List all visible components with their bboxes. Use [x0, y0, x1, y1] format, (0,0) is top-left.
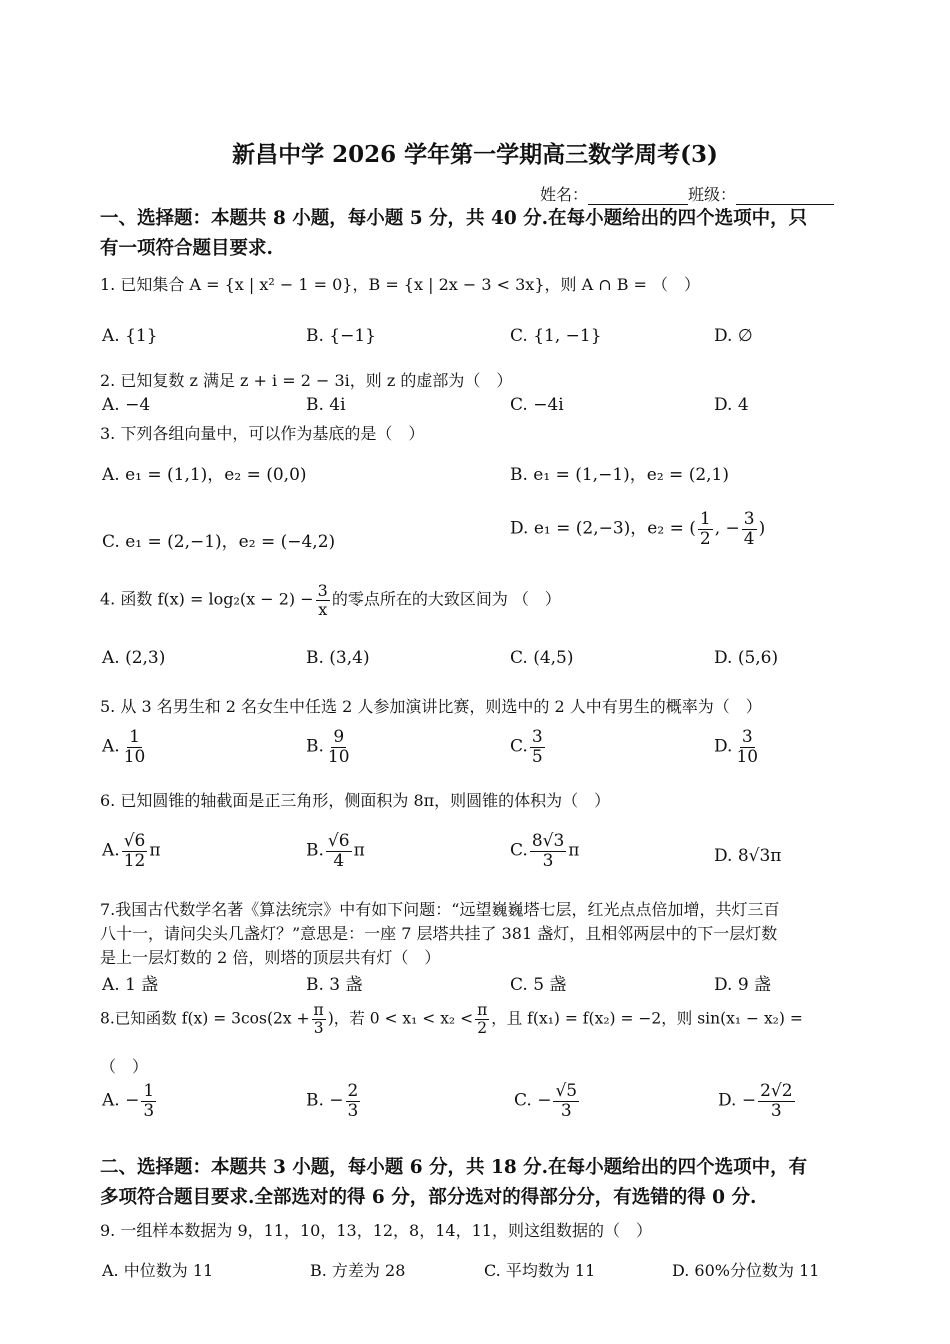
section-2-line-2: 多项符合题目要求.全部选对的得 6 分，部分选对的得部分分，有选错的得 0 分.: [100, 1187, 757, 1208]
section-1-line-1: 一、选择题：本题共 8 小题，每小题 5 分，共 40 分.在每小题给出的四个选项中，只: [100, 208, 808, 229]
q4-fraction: $\frac{3}{x}$: [317, 581, 328, 619]
q8-option-b: B. − $\frac{2}{3}$: [306, 1081, 359, 1121]
q8-option-a: A. − $\frac{1}{3}$: [102, 1081, 155, 1121]
q5-option-b: B. $\frac{9}{10}$: [306, 727, 350, 767]
question-3-stem: 3. 下列各组向量中，可以作为基底的是（ ）: [100, 424, 425, 443]
question-8-stem: 8.已知函数 f(x) = 3cos(2x + $\frac{\pi}{3}$ )，若 0 < x₁ < x₂ < $\frac{\pi}{2}$ ，且 f(x₁) = f(x₂) = −2，则 sin(x₁ − x₂) =: [100, 1001, 803, 1038]
section-1-heading: [100, 204, 807, 264]
q5-option-a: A. $\frac{1}{10}$: [102, 727, 146, 767]
question-9-stem: 9. 一组样本数据为 9，11，10，13，12，8，14，11，则这组数据的（ ）: [100, 1221, 652, 1240]
q5-option-d: D. $\frac{3}{10}$: [714, 727, 759, 767]
q1-option-a: A. {1}: [102, 326, 158, 346]
q9-option-a: A. 中位数为 11: [102, 1261, 214, 1280]
question-6-stem: 6. 已知圆锥的轴截面是正三角形，侧面积为 8π，则圆锥的体积为（ ）: [100, 791, 611, 810]
q2-option-a: A. −4: [102, 395, 151, 415]
q9-option-c: C. 平均数为 11: [484, 1261, 596, 1280]
q3-option-a: A. e₁ = (1,1)，e₂ = (0,0): [102, 465, 307, 485]
q6-option-b: B. $\frac{√6}{4}$ π: [306, 831, 365, 871]
q9-option-d: D. 60%分位数为 11: [672, 1261, 820, 1280]
name-blank: [588, 186, 688, 205]
q3-option-c: C. e₁ = (2,−1)，e₂ = (−4,2): [102, 532, 336, 552]
name-class-line: [540, 182, 834, 205]
q6-option-c: C. $\frac{8√3}{3}$ π: [510, 831, 580, 871]
q3-option-b: B. e₁ = (1,−1)，e₂ = (2,1): [510, 465, 729, 485]
class-label: 班级：: [688, 185, 737, 204]
q5-option-c: C. $\frac{3}{5}$: [510, 727, 543, 767]
q6-option-a: A. $\frac{√6}{12}$ π: [102, 831, 161, 871]
q7-option-a: A. 1 盏: [102, 975, 159, 995]
question-2-stem: 2. 已知复数 z 满足 z + i = 2 − 3i，则 z 的虚部为（ ）: [100, 371, 513, 390]
q4-option-d: D. (5,6): [714, 648, 779, 668]
question-7-stem: 7.我国古代数学名著《算法统宗》中有如下问题：“远望巍巍塔七层，红光点点倍加增，共灯三百 八十一，请问尖头几盏灯？”意思是：一座 7 层塔共挂了 381 盏灯，且相邻两层中的下一层灯数 是上一层灯数的 2 倍，则塔的顶层共有灯（ ）: [100, 900, 780, 967]
q4-option-c: C. (4,5): [510, 648, 574, 668]
name-label: 姓名：: [540, 185, 589, 204]
q3-d-fraction-1: $\frac{1}{2}$: [699, 509, 711, 549]
question-4-stem: 4. 函数 f(x) = log₂(x − 2) − $\frac{3}{x}$ 的零点所在的大致区间为 （ ）: [100, 581, 561, 619]
question-1-stem: 1. 已知集合 A = {x | x² − 1 = 0}，B = {x | 2x − 3 < 3x}，则 A ∩ B = （ ）: [100, 275, 701, 294]
section-2-heading: [100, 1153, 807, 1213]
q6-option-d: D. 8√3π: [714, 846, 782, 866]
q2-option-d: D. 4: [714, 395, 749, 415]
q7-option-c: C. 5 盏: [510, 975, 567, 995]
q3-d-fraction-2: $\frac{3}{4}$: [743, 509, 755, 549]
question-5-stem: 5. 从 3 名男生和 2 名女生中任选 2 人参加演讲比赛，则选中的 2 人中有男生的概率为（ ）: [100, 697, 762, 716]
q4-option-b: B. (3,4): [306, 648, 370, 668]
q3-option-d: D. e₁ = (2,−3)，e₂ = ( $\frac{1}{2}$ , − $\frac{3}{4}$ ): [510, 509, 766, 549]
q2-option-c: C. −4i: [510, 395, 564, 415]
q9-option-b: B. 方差为 28: [310, 1261, 406, 1280]
q4-option-a: A. (2,3): [102, 648, 166, 668]
section-1-line-2: 有一项符合题目要求.: [100, 238, 273, 259]
q1-option-d: D. ∅: [714, 326, 753, 346]
q8-option-d: D. − $\frac{2√2}{3}$: [718, 1081, 793, 1121]
page-title: 新昌中学 2026 学年第一学期高三数学周考(3): [232, 141, 718, 168]
q8-answer-paren: （ ）: [100, 1057, 149, 1076]
q8-option-c: C. − $\frac{√5}{3}$: [514, 1081, 578, 1121]
q2-option-b: B. 4i: [306, 395, 346, 415]
q7-option-b: B. 3 盏: [306, 975, 363, 995]
section-2-line-1: 二、选择题：本题共 3 小题，每小题 6 分，共 18 分.在每小题给出的四个选项中，有: [100, 1157, 808, 1178]
class-blank: [736, 186, 834, 205]
q1-option-b: B. {−1}: [306, 326, 376, 346]
q1-option-c: C. {1, −1}: [510, 326, 602, 346]
q7-option-d: D. 9 盏: [714, 975, 772, 995]
